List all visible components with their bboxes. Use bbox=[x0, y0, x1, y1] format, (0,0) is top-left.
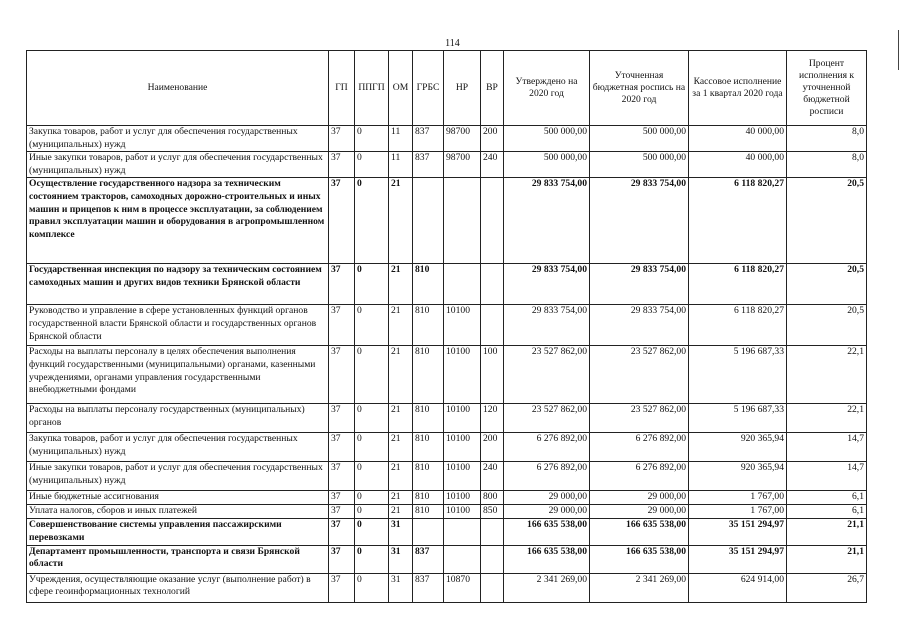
cell-refined: 166 635 538,00 bbox=[590, 519, 689, 545]
cell-gp: 37 bbox=[329, 404, 355, 433]
cell-percent: 20,5 bbox=[787, 264, 867, 305]
table-row bbox=[27, 519, 867, 545]
page-number: 114 bbox=[445, 38, 460, 49]
header-name: Наименование bbox=[27, 51, 329, 126]
cell-grbs: 837 bbox=[413, 545, 444, 573]
cell-vr: 120 bbox=[481, 404, 504, 433]
cell-om: 21 bbox=[389, 505, 413, 519]
cell-vr bbox=[481, 264, 504, 305]
cell-name: Руководство и управление в сфере установленных функций органов государственной власти Брянской области и государственных органов Брянской области bbox=[27, 305, 329, 346]
cell-refined: 166 635 538,00 bbox=[590, 545, 689, 573]
cell-grbs: 837 bbox=[413, 152, 444, 178]
cell-approved: 23 527 862,00 bbox=[504, 404, 590, 433]
header-gp: ГП bbox=[329, 51, 355, 126]
cell-gp: 37 bbox=[329, 346, 355, 404]
cell-om: 21 bbox=[389, 433, 413, 462]
table-row bbox=[27, 545, 867, 573]
cell-name: Уплата налогов, сборов и иных платежей bbox=[27, 505, 329, 519]
cell-name: Закупка товаров, работ и услуг для обеспечения государственных (муниципальных) нужд bbox=[27, 433, 329, 462]
header-np: НР bbox=[444, 51, 481, 126]
cell-approved: 29 833 754,00 bbox=[504, 178, 590, 264]
cell-ppgp: 0 bbox=[355, 346, 389, 404]
table-row bbox=[27, 433, 867, 462]
cell-approved: 166 635 538,00 bbox=[504, 519, 590, 545]
cell-approved: 29 000,00 bbox=[504, 491, 590, 505]
table-body bbox=[27, 126, 867, 603]
cell-grbs: 810 bbox=[413, 404, 444, 433]
table-row bbox=[27, 462, 867, 491]
cell-cash: 35 151 294,97 bbox=[689, 545, 787, 573]
cell-cash: 40 000,00 bbox=[689, 152, 787, 178]
cell-gp: 37 bbox=[329, 505, 355, 519]
header-ppgp: ППГП bbox=[355, 51, 389, 126]
cell-name: Иные закупки товаров, работ и услуг для обеспечения государственных (муниципальных) нужд bbox=[27, 152, 329, 178]
cell-cash: 5 196 687,33 bbox=[689, 346, 787, 404]
cell-vr: 200 bbox=[481, 126, 504, 152]
cell-om: 21 bbox=[389, 264, 413, 305]
cell-gp: 37 bbox=[329, 126, 355, 152]
cell-approved: 6 276 892,00 bbox=[504, 433, 590, 462]
cell-refined: 29 833 754,00 bbox=[590, 305, 689, 346]
cell-om: 21 bbox=[389, 346, 413, 404]
cell-ppgp: 0 bbox=[355, 491, 389, 505]
cell-om: 21 bbox=[389, 462, 413, 491]
cell-gp: 37 bbox=[329, 305, 355, 346]
cell-approved: 29 833 754,00 bbox=[504, 305, 590, 346]
cell-percent: 21,1 bbox=[787, 519, 867, 545]
cell-gp: 37 bbox=[329, 264, 355, 305]
cell-gp: 37 bbox=[329, 178, 355, 264]
header-approved: Утверждено на 2020 год bbox=[504, 51, 590, 126]
cell-ppgp: 0 bbox=[355, 305, 389, 346]
cell-np bbox=[444, 545, 481, 573]
cell-name: Государственная инспекция по надзору за техническим состоянием самоходных машин и других видов техники Брянской области bbox=[27, 264, 329, 305]
cell-percent: 22,1 bbox=[787, 346, 867, 404]
cell-approved: 29 833 754,00 bbox=[504, 264, 590, 305]
cell-cash: 920 365,94 bbox=[689, 433, 787, 462]
cell-name: Учреждения, осуществляющие оказание услуг (выполнение работ) в сфере геоинформационных технологий bbox=[27, 573, 329, 602]
cell-np: 10100 bbox=[444, 433, 481, 462]
cell-name: Расходы на выплаты персоналу государственных (муниципальных) органов bbox=[27, 404, 329, 433]
cell-name: Иные бюджетные ассигнования bbox=[27, 491, 329, 505]
cell-om: 31 bbox=[389, 519, 413, 545]
cell-om: 21 bbox=[389, 491, 413, 505]
header-grbs: ГРБС bbox=[413, 51, 444, 126]
cell-vr: 200 bbox=[481, 433, 504, 462]
cell-grbs: 810 bbox=[413, 305, 444, 346]
cell-vr: 240 bbox=[481, 462, 504, 491]
cell-approved: 166 635 538,00 bbox=[504, 545, 590, 573]
cell-refined: 23 527 862,00 bbox=[590, 346, 689, 404]
cell-name: Расходы на выплаты персоналу в целях обеспечения выполнения функций государственными (муниципальными) органами, казенными учреждениями, органами управления государственными внебюджетными фондами bbox=[27, 346, 329, 404]
table-row bbox=[27, 264, 867, 305]
cell-grbs: 837 bbox=[413, 573, 444, 602]
cell-gp: 37 bbox=[329, 545, 355, 573]
cell-cash: 6 118 820,27 bbox=[689, 305, 787, 346]
cell-percent: 26,7 bbox=[787, 573, 867, 602]
table-header bbox=[27, 51, 867, 126]
cell-np: 10870 bbox=[444, 573, 481, 602]
cell-percent: 20,5 bbox=[787, 178, 867, 264]
cell-np: 10100 bbox=[444, 505, 481, 519]
cell-om: 21 bbox=[389, 305, 413, 346]
cell-refined: 500 000,00 bbox=[590, 152, 689, 178]
table-row bbox=[27, 505, 867, 519]
cell-grbs: 810 bbox=[413, 433, 444, 462]
cell-name: Совершенствование системы управления пассажирскими перевозками bbox=[27, 519, 329, 545]
cell-grbs: 810 bbox=[413, 264, 444, 305]
cell-approved: 500 000,00 bbox=[504, 152, 590, 178]
table-row bbox=[27, 126, 867, 152]
cell-grbs bbox=[413, 178, 444, 264]
cell-np: 98700 bbox=[444, 152, 481, 178]
cell-np: 10100 bbox=[444, 305, 481, 346]
cell-om: 11 bbox=[389, 152, 413, 178]
cell-vr bbox=[481, 545, 504, 573]
cell-refined: 29 000,00 bbox=[590, 491, 689, 505]
cell-grbs: 837 bbox=[413, 126, 444, 152]
table-row bbox=[27, 404, 867, 433]
cell-approved: 23 527 862,00 bbox=[504, 346, 590, 404]
cell-om: 31 bbox=[389, 573, 413, 602]
cell-vr bbox=[481, 305, 504, 346]
cell-np: 10100 bbox=[444, 404, 481, 433]
cell-approved: 29 000,00 bbox=[504, 505, 590, 519]
header-percent: Процент исполнения к уточненной бюджетной росписи bbox=[787, 51, 867, 126]
cell-percent: 8,0 bbox=[787, 152, 867, 178]
cell-grbs: 810 bbox=[413, 491, 444, 505]
cell-approved: 500 000,00 bbox=[504, 126, 590, 152]
cell-grbs: 810 bbox=[413, 505, 444, 519]
table-row bbox=[27, 346, 867, 404]
cell-grbs bbox=[413, 519, 444, 545]
cell-ppgp: 0 bbox=[355, 519, 389, 545]
cell-ppgp: 0 bbox=[355, 505, 389, 519]
cell-vr: 850 bbox=[481, 505, 504, 519]
cell-ppgp: 0 bbox=[355, 433, 389, 462]
header-refined: Уточненная бюджетная роспись на 2020 год bbox=[590, 51, 689, 126]
table-row bbox=[27, 573, 867, 602]
cell-vr bbox=[481, 519, 504, 545]
cell-gp: 37 bbox=[329, 491, 355, 505]
cell-gp: 37 bbox=[329, 433, 355, 462]
cell-np: 10100 bbox=[444, 346, 481, 404]
cell-cash: 5 196 687,33 bbox=[689, 404, 787, 433]
table-row bbox=[27, 152, 867, 178]
cell-vr: 100 bbox=[481, 346, 504, 404]
cell-refined: 23 527 862,00 bbox=[590, 404, 689, 433]
table-row bbox=[27, 491, 867, 505]
cell-cash: 35 151 294,97 bbox=[689, 519, 787, 545]
cell-refined: 29 833 754,00 bbox=[590, 178, 689, 264]
cell-percent: 6,1 bbox=[787, 491, 867, 505]
cell-grbs: 810 bbox=[413, 346, 444, 404]
cell-np: 10100 bbox=[444, 462, 481, 491]
cell-percent: 21,1 bbox=[787, 545, 867, 573]
cell-ppgp: 0 bbox=[355, 126, 389, 152]
cell-refined: 6 276 892,00 bbox=[590, 433, 689, 462]
cell-ppgp: 0 bbox=[355, 264, 389, 305]
table-row bbox=[27, 178, 867, 264]
cell-ppgp: 0 bbox=[355, 462, 389, 491]
cell-gp: 37 bbox=[329, 573, 355, 602]
cell-percent: 22,1 bbox=[787, 404, 867, 433]
cell-percent: 14,7 bbox=[787, 462, 867, 491]
cell-percent: 8,0 bbox=[787, 126, 867, 152]
budget-table bbox=[26, 50, 867, 603]
cell-percent: 14,7 bbox=[787, 433, 867, 462]
cell-cash: 6 118 820,27 bbox=[689, 178, 787, 264]
cell-name: Закупка товаров, работ и услуг для обеспечения государственных (муниципальных) нужд bbox=[27, 126, 329, 152]
cell-ppgp: 0 bbox=[355, 152, 389, 178]
cell-np: 98700 bbox=[444, 126, 481, 152]
cell-approved: 6 276 892,00 bbox=[504, 462, 590, 491]
header-cash: Кассовое исполнение за 1 квартал 2020 года bbox=[689, 51, 787, 126]
cell-gp: 37 bbox=[329, 462, 355, 491]
cell-refined: 6 276 892,00 bbox=[590, 462, 689, 491]
cell-cash: 920 365,94 bbox=[689, 462, 787, 491]
cell-om: 21 bbox=[389, 404, 413, 433]
cell-om: 31 bbox=[389, 545, 413, 573]
cell-gp: 37 bbox=[329, 519, 355, 545]
cell-vr bbox=[481, 573, 504, 602]
cell-refined: 500 000,00 bbox=[590, 126, 689, 152]
header-vr: ВР bbox=[481, 51, 504, 126]
cell-ppgp: 0 bbox=[355, 573, 389, 602]
cell-name: Осуществление государственного надзора за техническим состоянием тракторов, самоходных дорожно-строительных и иных машин и прицепов к ним в процессе эксплуатации, за соблюдением правил эксплуатации машин и оборудования в агропромышленном комплексе bbox=[27, 178, 329, 264]
cell-vr: 800 bbox=[481, 491, 504, 505]
cell-cash: 1 767,00 bbox=[689, 505, 787, 519]
header-om: ОМ bbox=[389, 51, 413, 126]
cell-np: 10100 bbox=[444, 491, 481, 505]
cell-grbs: 810 bbox=[413, 462, 444, 491]
table-row bbox=[27, 305, 867, 346]
cell-vr: 240 bbox=[481, 152, 504, 178]
cell-gp: 37 bbox=[329, 152, 355, 178]
cell-percent: 6,1 bbox=[787, 505, 867, 519]
cell-np bbox=[444, 519, 481, 545]
cell-ppgp: 0 bbox=[355, 545, 389, 573]
cell-np bbox=[444, 264, 481, 305]
cell-vr bbox=[481, 178, 504, 264]
cell-name: Иные закупки товаров, работ и услуг для обеспечения государственных (муниципальных) нужд bbox=[27, 462, 329, 491]
cell-percent: 20,5 bbox=[787, 305, 867, 346]
cell-cash: 40 000,00 bbox=[689, 126, 787, 152]
cell-cash: 1 767,00 bbox=[689, 491, 787, 505]
cell-ppgp: 0 bbox=[355, 178, 389, 264]
cell-refined: 2 341 269,00 bbox=[590, 573, 689, 602]
cell-om: 11 bbox=[389, 126, 413, 152]
cell-refined: 29 833 754,00 bbox=[590, 264, 689, 305]
cell-om: 21 bbox=[389, 178, 413, 264]
cell-cash: 6 118 820,27 bbox=[689, 264, 787, 305]
cell-approved: 2 341 269,00 bbox=[504, 573, 590, 602]
cell-ppgp: 0 bbox=[355, 404, 389, 433]
page-edge-line bbox=[898, 30, 899, 70]
cell-np bbox=[444, 178, 481, 264]
cell-name: Департамент промышленности, транспорта и связи Брянской области bbox=[27, 545, 329, 573]
cell-refined: 29 000,00 bbox=[590, 505, 689, 519]
cell-cash: 624 914,00 bbox=[689, 573, 787, 602]
